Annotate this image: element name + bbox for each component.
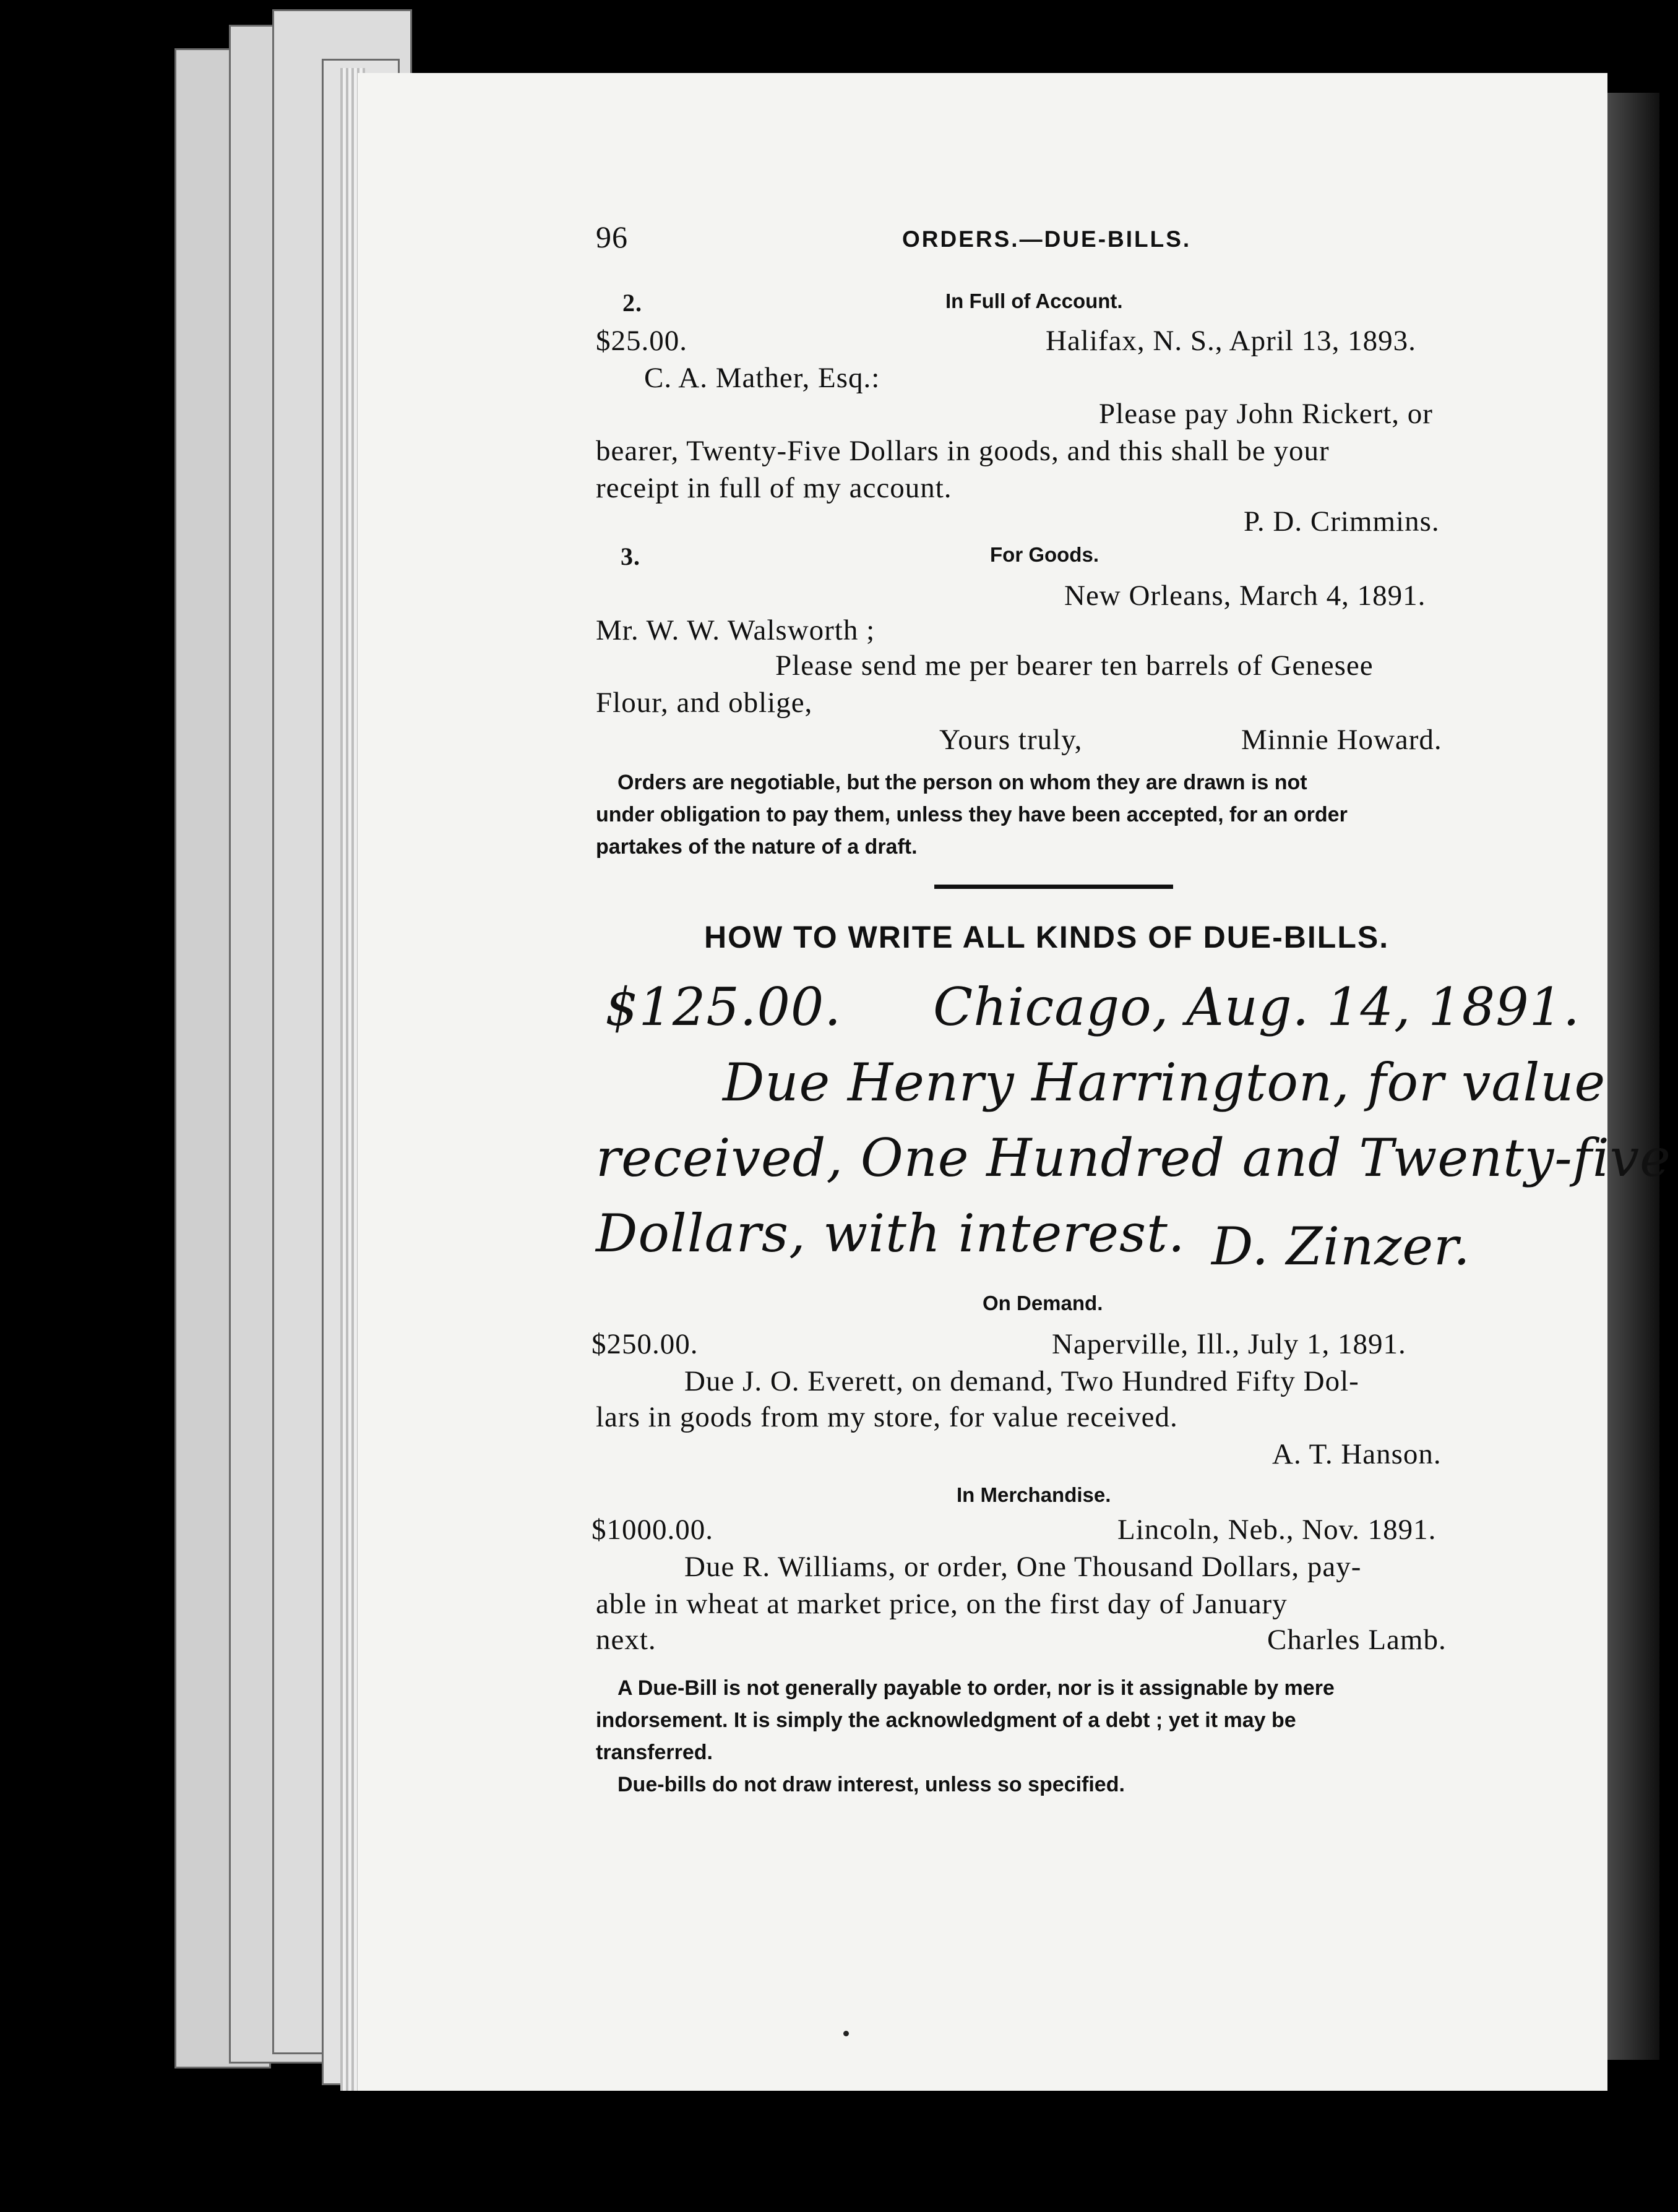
note-line: indorsement. It is simply the acknowledgment of a debt ; yet it may be xyxy=(596,1708,1296,1732)
note-line: transferred. xyxy=(596,1741,713,1764)
bill-text-line: next. xyxy=(596,1624,656,1656)
page-number: 96 xyxy=(596,220,628,254)
order-number: 3. xyxy=(621,542,640,570)
note-line: partakes of the nature of a draft. xyxy=(596,835,918,859)
order-text-line: bearer, Twenty-Five Dollars in goods, and this shall be your xyxy=(596,435,1330,467)
order-amount: $25.00. xyxy=(596,325,687,357)
order-addressee: C. A. Mather, Esq.: xyxy=(644,362,880,394)
section-divider xyxy=(934,885,1173,889)
order-place-date: Halifax, N. S., April 13, 1893. xyxy=(1046,325,1416,357)
note-line: A Due-Bill is not generally payable to order, nor is it assignable by mere xyxy=(617,1676,1335,1700)
bill-signature: A. T. Hanson. xyxy=(1272,1438,1442,1470)
order-text-line: Flour, and oblige, xyxy=(596,687,813,719)
bill-text-line: Due R. Williams, or order, One Thousand Dollars, pay- xyxy=(684,1551,1362,1583)
order-place-date: New Orleans, March 4, 1891. xyxy=(1064,580,1426,612)
order-title: For Goods. xyxy=(990,543,1099,566)
bill-text-line: Due J. O. Everett, on demand, Two Hundred Fifty Dol- xyxy=(684,1365,1359,1397)
script-text-line: received, One Hundred and Twenty-five xyxy=(596,1128,1671,1188)
bill-amount: $1000.00. xyxy=(592,1514,713,1546)
section-heading: HOW TO WRITE ALL KINDS OF DUE-BILLS. xyxy=(704,920,1390,954)
bill-signature: Charles Lamb. xyxy=(1267,1624,1447,1656)
book-page xyxy=(358,73,1671,2091)
script-text-line: Due Henry Harrington, for value xyxy=(723,1052,1606,1113)
order-title: In Full of Account. xyxy=(945,289,1123,312)
order-addressee: Mr. W. W. Walsworth ; xyxy=(596,614,876,646)
order-closing: Yours truly, xyxy=(939,724,1083,756)
script-text-line: Dollars, with interest. xyxy=(596,1203,1185,1264)
order-signature: Minnie Howard. xyxy=(1241,724,1442,756)
note-line: Due-bills do not draw interest, unless so specified. xyxy=(617,1773,1125,1796)
bill-text-line: lars in goods from my store, for value received. xyxy=(596,1401,1178,1433)
bill-title: In Merchandise. xyxy=(957,1483,1111,1506)
bill-place-date: Lincoln, Neb., Nov. 1891. xyxy=(1117,1514,1437,1546)
bill-place-date: Naperville, Ill., July 1, 1891. xyxy=(1052,1328,1406,1360)
order-text-line: Please pay John Rickert, or xyxy=(1099,398,1433,430)
script-amount: $125.00. xyxy=(605,977,842,1037)
running-head: ORDERS.—DUE-BILLS. xyxy=(902,226,1192,252)
ink-speck xyxy=(843,2031,849,2036)
bill-amount: $250.00. xyxy=(592,1328,699,1360)
note-line: under obligation to pay them, unless they have been accepted, for an order xyxy=(596,803,1348,826)
note-line: Orders are negotiable, but the person on whom they are drawn is not xyxy=(617,771,1307,794)
order-number: 2. xyxy=(622,289,642,317)
bill-title: On Demand. xyxy=(983,1292,1103,1314)
order-signature: P. D. Crimmins. xyxy=(1244,505,1440,538)
script-place-date: Chicago, Aug. 14, 1891. xyxy=(933,977,1580,1037)
script-signature: D. Zinzer. xyxy=(1211,1216,1471,1277)
bill-text-line: able in wheat at market price, on the first day of January xyxy=(596,1588,1288,1620)
order-text-line: Please send me per bearer ten barrels of Genesee xyxy=(775,649,1374,682)
binding-shadow xyxy=(1606,93,1659,2060)
order-text-line: receipt in full of my account. xyxy=(596,472,952,504)
